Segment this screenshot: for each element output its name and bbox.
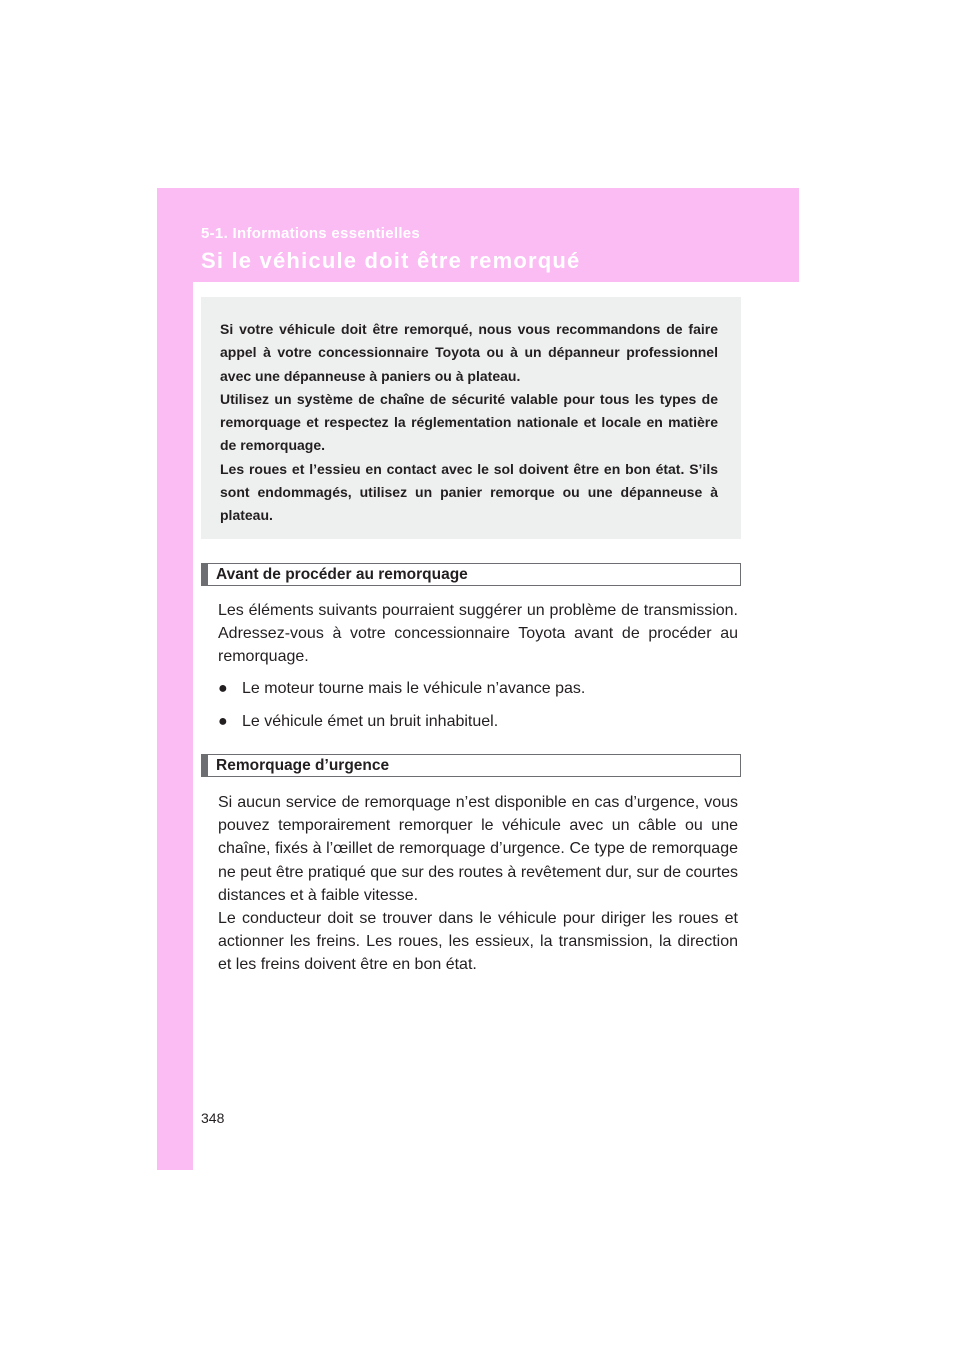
emergency-towing-paragraph: Le conducteur doit se trouver dans le véhicule pour diriger les roues et actionner les freins. Les roues, les essieux, la transmission, la direction et les freins doivent être en bon état. xyxy=(218,910,738,974)
side-color-strip xyxy=(157,188,193,1170)
intro-paragraph: Les roues et l’essieu en contact avec le sol doivent être en bon état. S’ils sont endommagés, utilisez un panier remorque ou une dépanneuse à plateau. xyxy=(220,460,718,524)
intro-box xyxy=(201,297,741,539)
list-item-text: Le moteur tourne mais le véhicule n’avance pas. xyxy=(242,680,586,697)
page-title: Si le véhicule doit être remorqué xyxy=(201,248,581,273)
list-item xyxy=(218,713,498,731)
section-heading-text: Avant de procéder au remorquage xyxy=(216,565,468,583)
before-towing-paragraph: Les éléments suivants pourraient suggérer un problème de transmission. Adressez-vous à votre concessionnaire Toyota avant de procéder au remorquage. xyxy=(218,602,738,666)
emergency-towing-paragraph: Si aucun service de remorquage n’est disponible en cas d’urgence, vous pouvez temporairement remorquer le véhicule avec un câble ou une chaîne, fixés à l’œillet de remorquage d’urgence. Ce type de remorquage ne peut être pratiqué que sur des routes à revêtement dur, sur de courtes distances et à faible vitesse. xyxy=(218,794,738,904)
bullet-icon: ● xyxy=(218,680,228,697)
page-number: 348 xyxy=(201,1110,225,1126)
intro-paragraph: Utilisez un système de chaîne de sécurité valable pour tous les types de remorquage et respectez la réglementation nationale et locale en matière de remorquage. xyxy=(220,390,718,454)
section-heading-emergency-towing xyxy=(201,754,741,777)
list-item-text: Le véhicule émet un bruit inhabituel. xyxy=(242,713,499,730)
list-item xyxy=(218,680,585,698)
section-heading-text: Remorquage d’urgence xyxy=(216,756,390,774)
intro-paragraph: Si votre véhicule doit être remorqué, nous vous recommandons de faire appel à votre concessionnaire Toyota ou à un dépanneur professionnel avec une dépanneuse à paniers ou à plateau. xyxy=(220,321,718,384)
bullet-icon: ● xyxy=(218,713,228,730)
section-label: 5-1. Informations essentielles xyxy=(201,225,421,242)
section-heading-before-towing xyxy=(201,563,741,586)
